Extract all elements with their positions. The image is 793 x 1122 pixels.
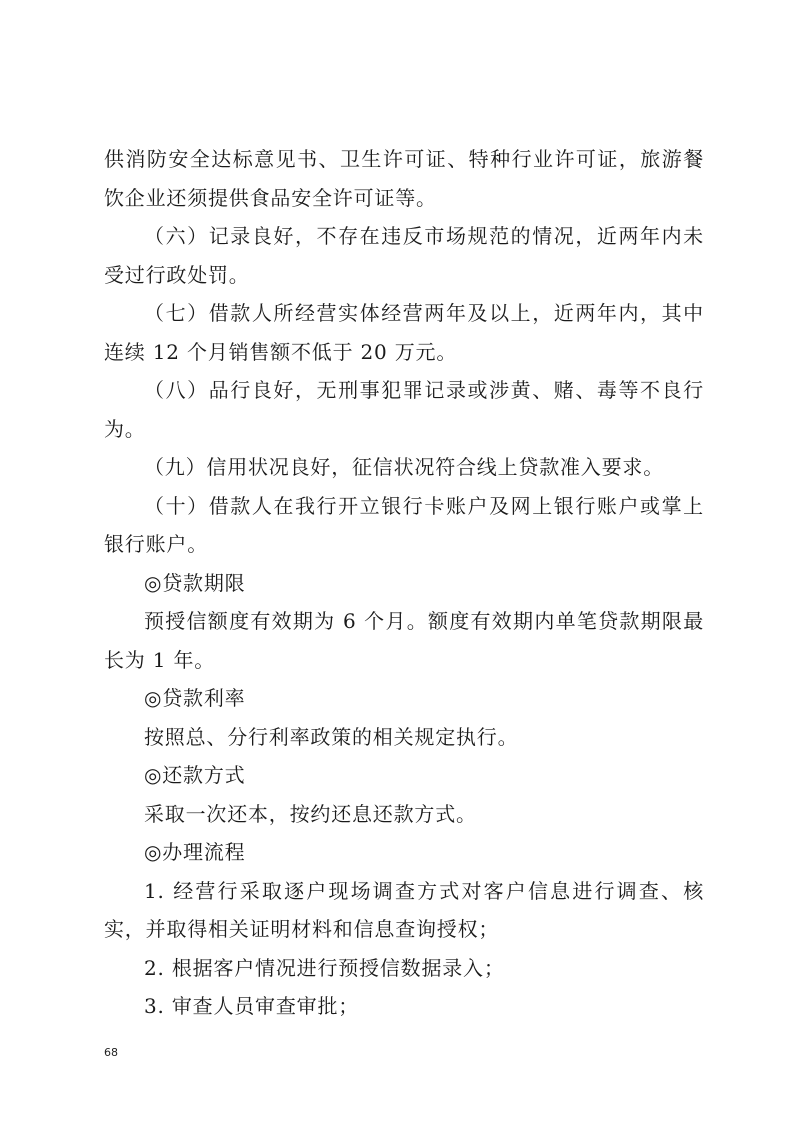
section-heading-process: ◎办理流程 (144, 840, 246, 864)
paragraph-interest-rate: 按照总、分行利率政策的相关规定执行。 (144, 724, 519, 749)
paragraph-item-six: （六）记录良好，不存在违反市场规范的情况，近两年内未受过行政处罚。 (104, 224, 704, 287)
process-step-2: 2. 根据客户情况进行预授信数据录入； (144, 955, 505, 980)
page-number: 68 (104, 1046, 118, 1059)
paragraph-item-nine: （九）信用状况良好，征信状况符合线上贷款准入要求。 (144, 455, 664, 479)
paragraph-repayment: 采取一次还本，按约还息还款方式。 (144, 801, 477, 826)
section-heading-interest-rate: ◎贷款利率 (144, 686, 246, 710)
process-step-1: 1. 经营行采取逐户现场调查方式对客户信息进行调查、核实，并取得相关证明材料和信息查询授权； (104, 878, 704, 941)
document-body (104, 140, 704, 1026)
section-heading-repayment: ◎还款方式 (144, 763, 246, 787)
paragraph-loan-term: 预授信额度有效期为 6 个月。额度有效期内单笔贷款期限最长为 1 年。 (104, 609, 704, 672)
paragraph-item-eight: （八）品行良好，无刑事犯罪记录或涉黄、赌、毒等不良行为。 (104, 378, 704, 441)
section-heading-loan-term: ◎贷款期限 (144, 570, 246, 595)
paragraph-item-ten: （十）借款人在我行开立银行卡账户及网上银行账户或掌上银行账户。 (104, 493, 704, 556)
process-step-3: 3. 审查人员审查审批； (144, 994, 360, 1018)
paragraph-license-requirements: 供消防安全达标意见书、卫生许可证、特种行业许可证，旅游餐饮企业还须提供食品安全许可证等。 (104, 147, 704, 210)
paragraph-item-seven: （七）借款人所经营实体经营两年及以上，近两年内，其中连续 12 个月销售额不低于 20 万元。 (104, 301, 704, 364)
